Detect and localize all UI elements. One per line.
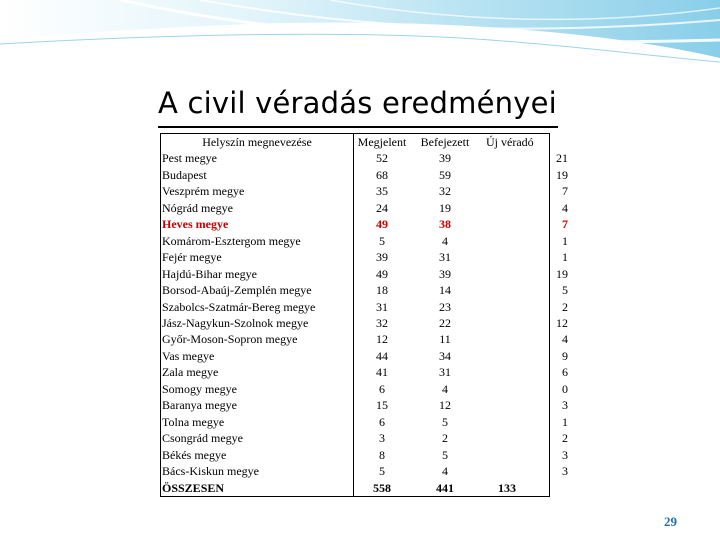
cell-completed: 2 [442,431,448,446]
table-row [162,364,570,380]
decorative-header-wave [0,0,720,70]
cell-new-donor: 6 [562,365,568,380]
cell-location: Borsod-Abaúj-Zemplén megye [162,283,312,298]
cell-completed: 5 [442,447,448,462]
table-row [162,414,570,430]
table-row [162,381,570,397]
cell-appeared: 6 [379,381,385,396]
cell-location: Baranya megye [162,398,237,413]
table-total-row [162,480,570,496]
cell-completed: 59 [439,167,451,182]
cell-new-donor: 3 [562,398,568,413]
cell-completed: 5 [442,414,448,429]
table-row [162,397,570,413]
cell-completed: 22 [439,315,451,330]
table-row [162,266,570,282]
cell-new-donor: 3 [562,447,568,462]
cell-completed: 11 [439,332,451,347]
cell-completed: 39 [439,151,451,166]
cell-completed: 31 [439,365,451,380]
table-row [162,447,570,463]
cell-appeared: 52 [376,151,388,166]
cell-appeared: 32 [376,315,388,330]
header-new-donor: Új véradó [486,135,534,149]
table-row [162,348,570,364]
title-underline [158,126,558,128]
table-row [162,331,570,347]
table-row [162,183,570,199]
table-row [162,463,570,479]
cell-new-donor: 7 [562,184,568,199]
cell-new-donor: 2 [562,299,568,314]
cell-new-donor: 19 [556,266,568,281]
cell-location: Csongrád megye [162,431,243,446]
cell-appeared: 5 [379,233,385,248]
table-header-row [162,134,570,150]
cell-appeared: 44 [376,348,388,363]
cell-location: Somogy megye [162,381,237,396]
cell-completed: 31 [439,250,451,265]
cell-appeared: 15 [376,398,388,413]
cell-completed: 39 [439,266,451,281]
cell-location: Pest megye [162,151,217,166]
cell-location: Budapest [162,167,207,182]
cell-new-donor: 19 [556,167,568,182]
cell-location: Nógrád megye [162,200,233,215]
cell-location: Zala megye [162,365,219,380]
cell-location: Komárom-Esztergom megye [162,233,301,248]
total-completed: 441 [436,480,454,495]
cell-completed: 38 [439,217,451,232]
cell-appeared: 5 [379,464,385,479]
cell-new-donor: 4 [562,200,568,215]
cell-location: Bács-Kiskun megye [162,464,259,479]
cell-location: Békés megye [162,447,227,462]
page-number: 29 [664,514,677,529]
cell-new-donor: 1 [562,414,568,429]
cell-new-donor: 9 [562,348,568,363]
cell-appeared: 24 [376,200,388,215]
table-row [162,299,570,315]
cell-new-donor: 4 [562,332,568,347]
cell-new-donor: 3 [562,464,568,479]
cell-appeared: 35 [376,184,388,199]
cell-appeared: 31 [376,299,388,314]
cell-location: Győr-Moson-Sopron megye [162,332,298,347]
cell-appeared: 39 [376,250,388,265]
cell-completed: 14 [439,283,451,298]
cell-appeared: 49 [376,217,388,232]
table-row [162,315,570,331]
cell-location: Jász-Nagykun-Szolnok megye [162,315,309,330]
results-table [162,134,570,496]
cell-new-donor: 0 [562,381,568,396]
cell-completed: 4 [442,381,448,396]
cell-appeared: 8 [379,447,385,462]
total-new-donor: 133 [498,480,516,495]
total-appeared: 558 [373,480,391,495]
cell-appeared: 12 [376,332,388,347]
cell-completed: 4 [442,464,448,479]
cell-location: Fejér megye [162,250,222,265]
cell-new-donor: 5 [562,283,568,298]
cell-new-donor: 21 [556,151,568,166]
table-row [162,233,570,249]
header-completed: Befejezett [420,135,470,149]
cell-appeared: 18 [376,283,388,298]
cell-completed: 23 [439,299,451,314]
cell-appeared: 49 [376,266,388,281]
table-row [162,200,570,216]
cell-location: Tolna megye [162,414,225,429]
table-row [162,167,570,183]
cell-completed: 32 [439,184,451,199]
table-row [162,430,570,446]
cell-location: Szabolcs-Szatmár-Bereg megye [162,299,316,314]
header-location: Helyszín megnevezése [202,135,312,149]
header-appeared: Megjelent [357,135,407,149]
cell-appeared: 3 [379,431,385,446]
cell-new-donor: 12 [556,315,568,330]
slide-title: A civil véradás eredményei [158,86,557,120]
cell-location: Hajdú-Bihar megye [162,266,257,281]
cell-completed: 19 [439,200,451,215]
cell-new-donor: 7 [562,217,568,232]
table-row-highlighted [162,216,570,232]
table-row [162,249,570,265]
cell-appeared: 6 [379,414,385,429]
cell-new-donor: 1 [562,250,568,265]
cell-appeared: 41 [376,365,388,380]
cell-completed: 12 [439,398,451,413]
table-row [162,282,570,298]
cell-appeared: 68 [376,167,388,182]
cell-location: Vas megye [162,348,215,363]
cell-new-donor: 1 [562,233,568,248]
cell-completed: 34 [439,348,451,363]
total-label: ÖSSZESEN [162,480,225,495]
cell-new-donor: 2 [562,431,568,446]
cell-location: Veszprém megye [162,184,245,199]
cell-completed: 4 [442,233,448,248]
cell-location: Heves megye [162,217,229,232]
table-row [162,150,570,166]
